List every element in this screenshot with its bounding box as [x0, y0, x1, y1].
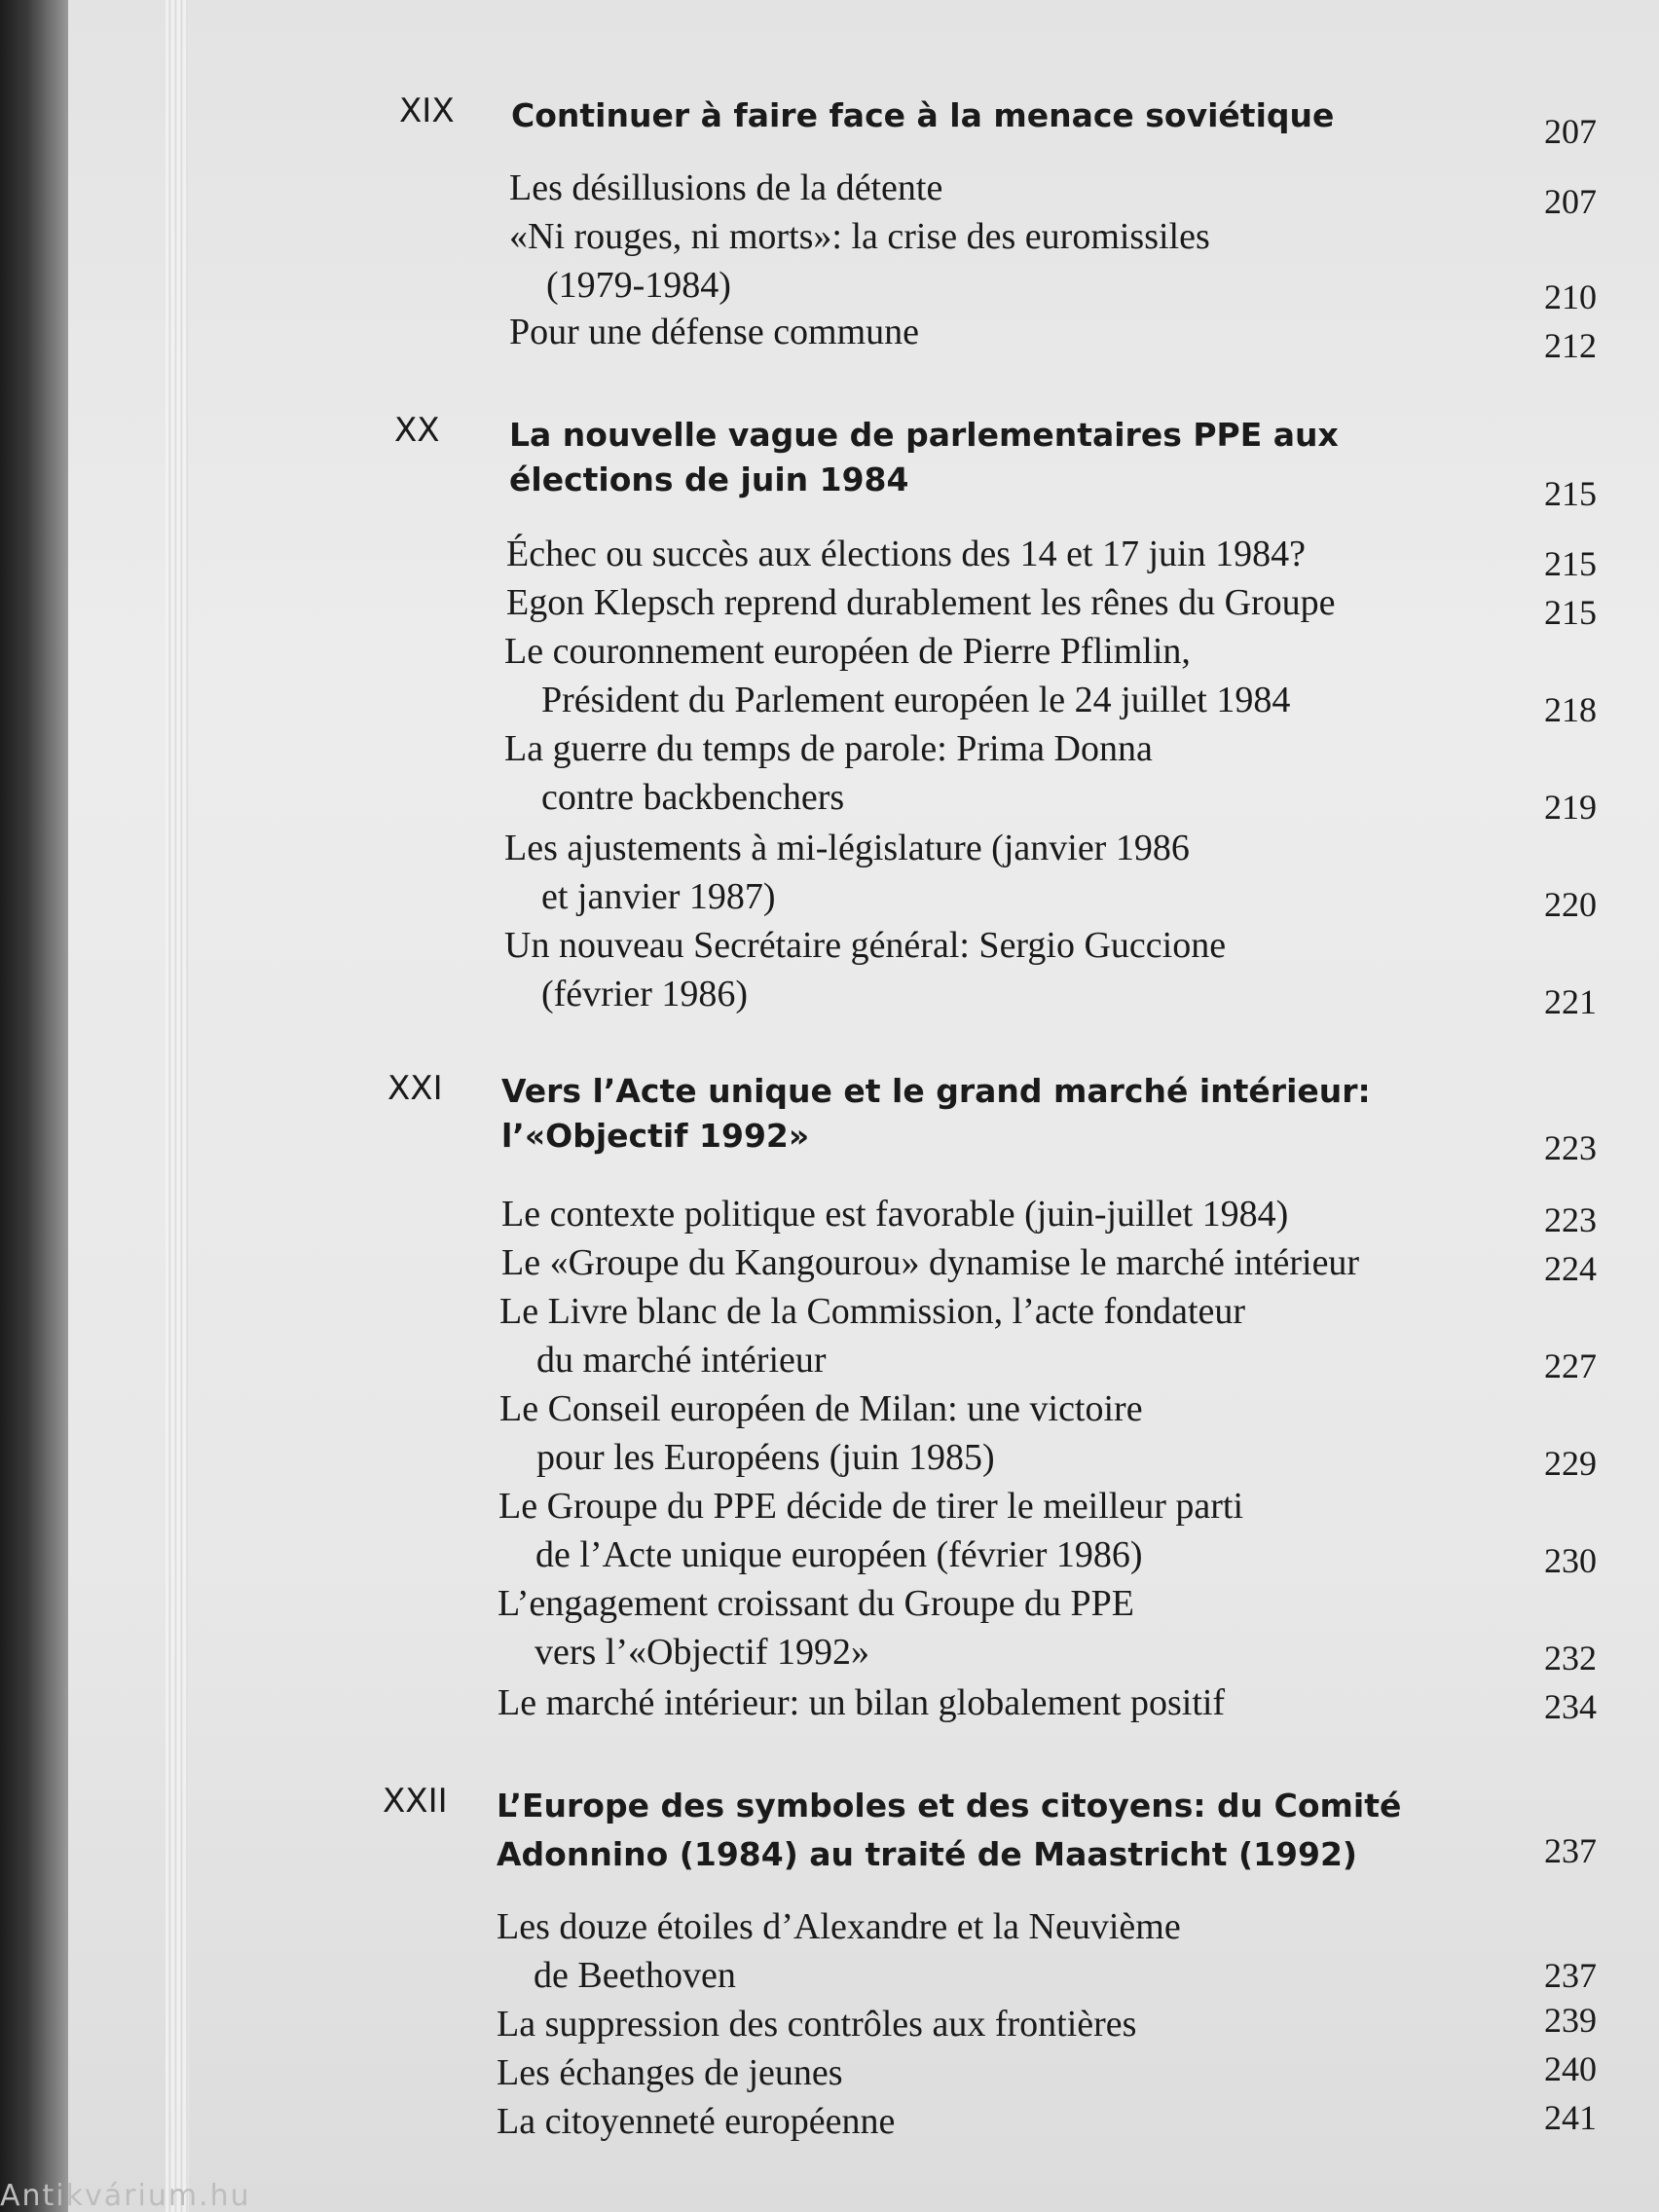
entry-page: 215: [1544, 544, 1597, 583]
entry-page: 215: [1544, 593, 1597, 632]
entry-page: 227: [1544, 1346, 1597, 1385]
chapter-numeral: XXI: [387, 1069, 443, 1108]
chapter-numeral: XX: [394, 411, 440, 450]
entry-page: 218: [1544, 690, 1597, 729]
entry-page: 240: [1544, 2049, 1597, 2088]
toc-entry: Le marché intérieur: un bilan globalement positif: [498, 1682, 1226, 1723]
entry-page: 212: [1544, 326, 1597, 365]
toc-entry: «Ni rouges, ni morts»: la crise des euromissiles (1979-1984): [509, 216, 1210, 306]
toc-entry: Le contexte politique est favorable (juin-juillet 1984): [501, 1194, 1289, 1235]
toc-entry: Le Groupe du PPE décide de tirer le meilleur parti de l’Acte unique européen (février 1986): [498, 1486, 1244, 1575]
watermark: Antikvárium.hu: [0, 2179, 251, 2212]
toc-entry: Échec ou succès aux élections des 14 et 17 juin 1984?: [506, 534, 1306, 574]
chapter-title: La nouvelle vague de parlementaires PPE aux élections de juin 1984: [509, 416, 1339, 498]
toc-entry: L’engagement croissant du Groupe du PPE vers l’«Objectif 1992»: [498, 1583, 1134, 1673]
entry-page: 229: [1544, 1444, 1597, 1483]
entry-page: 224: [1544, 1249, 1597, 1288]
entry-page: 219: [1544, 788, 1597, 827]
chapter-title: Continuer à faire face à la menace soviétique: [511, 96, 1335, 134]
entry-page: 234: [1544, 1687, 1597, 1726]
entry-page: 239: [1544, 2001, 1597, 2040]
toc-entry: Le couronnement européen de Pierre Pflimlin, Président du Parlement européen le 24 juillet 1984: [504, 631, 1291, 720]
toc-entry: Un nouveau Secrétaire général: Sergio Guccione (février 1986): [504, 925, 1227, 1014]
toc-entry: Les échanges de jeunes: [497, 2052, 843, 2093]
entry-page: 232: [1544, 1639, 1597, 1677]
entry-page: 230: [1544, 1541, 1597, 1580]
toc-entry: Les ajustements à mi-législature (janvier 1986 et janvier 1987): [504, 828, 1190, 917]
toc-entry: La suppression des contrôles aux frontières: [497, 2004, 1137, 2045]
toc-entry: Le Conseil européen de Milan: une victoire pour les Européens (juin 1985): [499, 1388, 1143, 1478]
entry-page: 241: [1544, 2098, 1597, 2137]
entry-page: 237: [1544, 1956, 1597, 1995]
toc-entry: Egon Klepsch reprend durablement les rênes du Groupe: [506, 582, 1336, 623]
chapter-page: 215: [1544, 474, 1597, 513]
entry-page: 221: [1544, 982, 1597, 1021]
entry-page: 220: [1544, 885, 1597, 924]
entry-page: 223: [1544, 1200, 1597, 1239]
chapter-page: 223: [1544, 1128, 1597, 1167]
toc-entry: Pour une défense commune: [509, 312, 920, 352]
toc-entry: Le Livre blanc de la Commission, l’acte fondateur du marché intérieur: [499, 1291, 1246, 1381]
chapter-page: 207: [1544, 112, 1597, 151]
chapter-numeral: XXII: [383, 1782, 448, 1821]
chapter-page: 237: [1544, 1831, 1597, 1870]
entry-page: 210: [1544, 277, 1597, 316]
toc-entry: Les douze étoiles d’Alexandre et la Neuvième de Beethoven: [497, 1906, 1181, 1996]
toc-entry: La citoyenneté européenne: [497, 2101, 896, 2142]
toc-entry: Le «Groupe du Kangourou» dynamise le marché intérieur: [501, 1242, 1360, 1283]
chapter-title: L’Europe des symboles et des citoyens: du Comité Adonnino (1984) au traité de Maastricht (1992): [497, 1787, 1402, 1873]
chapter-title: Vers l’Acte unique et le grand marché intérieur: l’«Objectif 1992»: [501, 1072, 1371, 1155]
toc-entry: Les désillusions de la détente: [509, 167, 943, 208]
chapter-numeral: XIX: [399, 92, 455, 130]
toc-entry: La guerre du temps de parole: Prima Donna contre backbenchers: [504, 728, 1153, 818]
entry-page: 207: [1544, 182, 1597, 221]
